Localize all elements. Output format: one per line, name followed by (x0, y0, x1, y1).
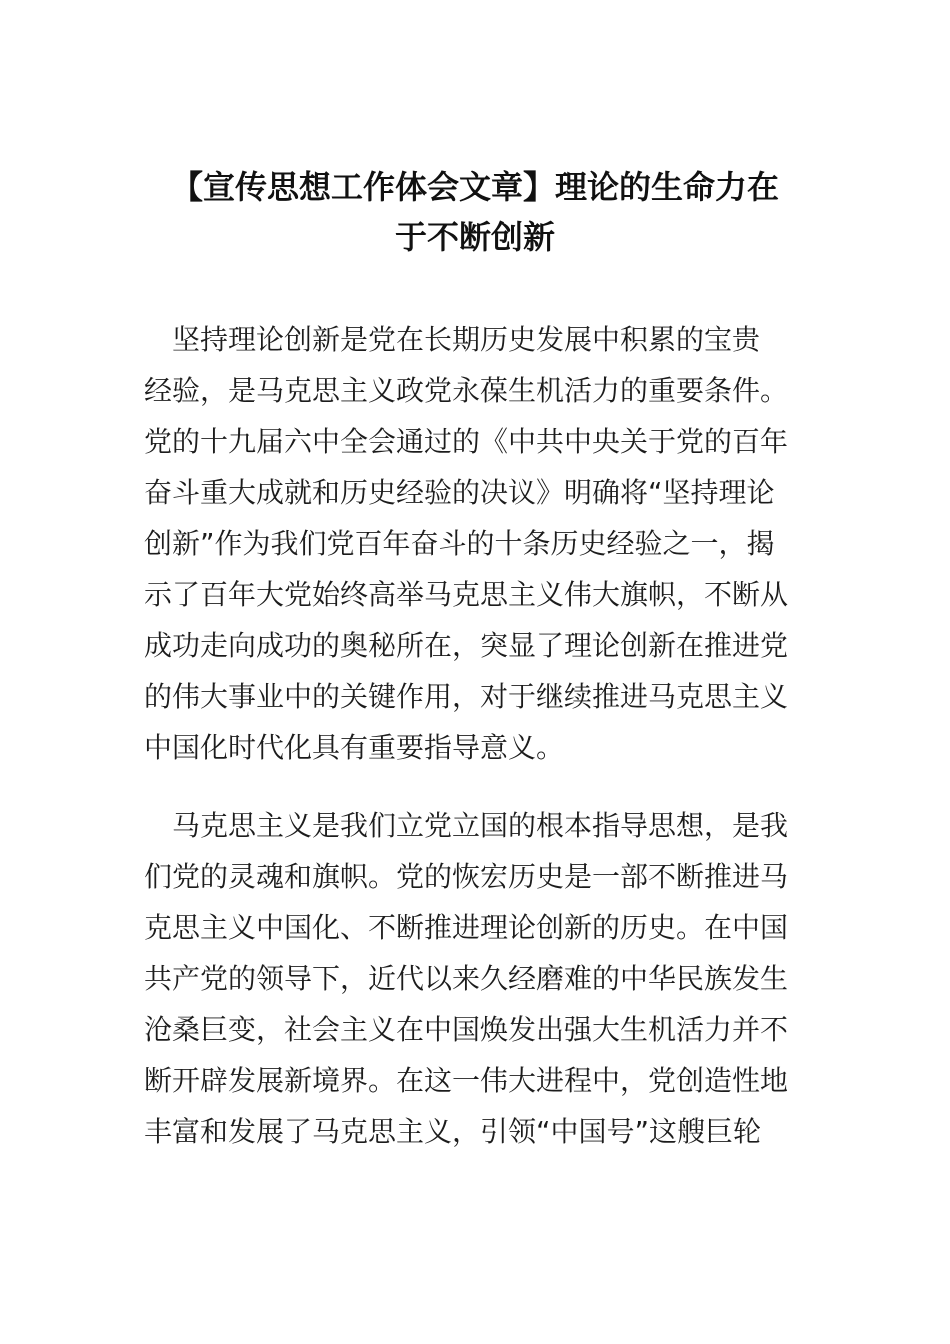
document-title (140, 162, 810, 262)
text-line: 党的十九届六中全会通过的《中共中央关于党的百年 (144, 425, 789, 458)
title-line: 【宣传思想工作体会文章】理论的生命力在 (170, 168, 779, 206)
text-line: 中国化时代化具有重要指导意义。 (144, 731, 565, 764)
text-line: 沧桑巨变，社会主义在中国焕发出强大生机活力并不 (144, 1013, 789, 1046)
text-line: 共产党的领导下，近代以来久经磨难的中华民族发生 (144, 962, 789, 995)
text-line: 经验，是马克思主义政党永葆生机活力的重要条件。 (144, 374, 789, 407)
text-line: 马克思主义是我们立党立国的根本指导思想，是我 (144, 809, 789, 842)
document-body (144, 314, 814, 1157)
text-line: 成功走向成功的奥秘所在，突显了理论创新在推进党 (144, 629, 789, 662)
text-line: 丰富和发展了马克思主义，引领“中国号”这艘巨轮 (144, 1115, 762, 1148)
paragraph (144, 800, 814, 1157)
title-line: 于不断创新 (394, 218, 555, 256)
text-line: 克思主义中国化、不断推进理论创新的历史。在中国 (144, 911, 789, 944)
text-line: 坚持理论创新是党在长期历史发展中积累的宝贵 (144, 323, 761, 356)
text-line: 创新”作为我们党百年奋斗的十条历史经验之一，揭 (144, 527, 775, 560)
text-line: 们党的灵魂和旗帜。党的恢宏历史是一部不断推进马 (144, 860, 789, 893)
text-line: 断开辟发展新境界。在这一伟大进程中，党创造性地 (144, 1064, 789, 1097)
paragraph (144, 314, 814, 773)
text-line: 奋斗重大成就和历史经验的决议》明确将“坚持理论 (144, 476, 775, 509)
text-line: 示了百年大党始终高举马克思主义伟大旗帜，不断从 (144, 578, 789, 611)
text-line: 的伟大事业中的关键作用，对于继续推进马克思主义 (144, 680, 789, 713)
